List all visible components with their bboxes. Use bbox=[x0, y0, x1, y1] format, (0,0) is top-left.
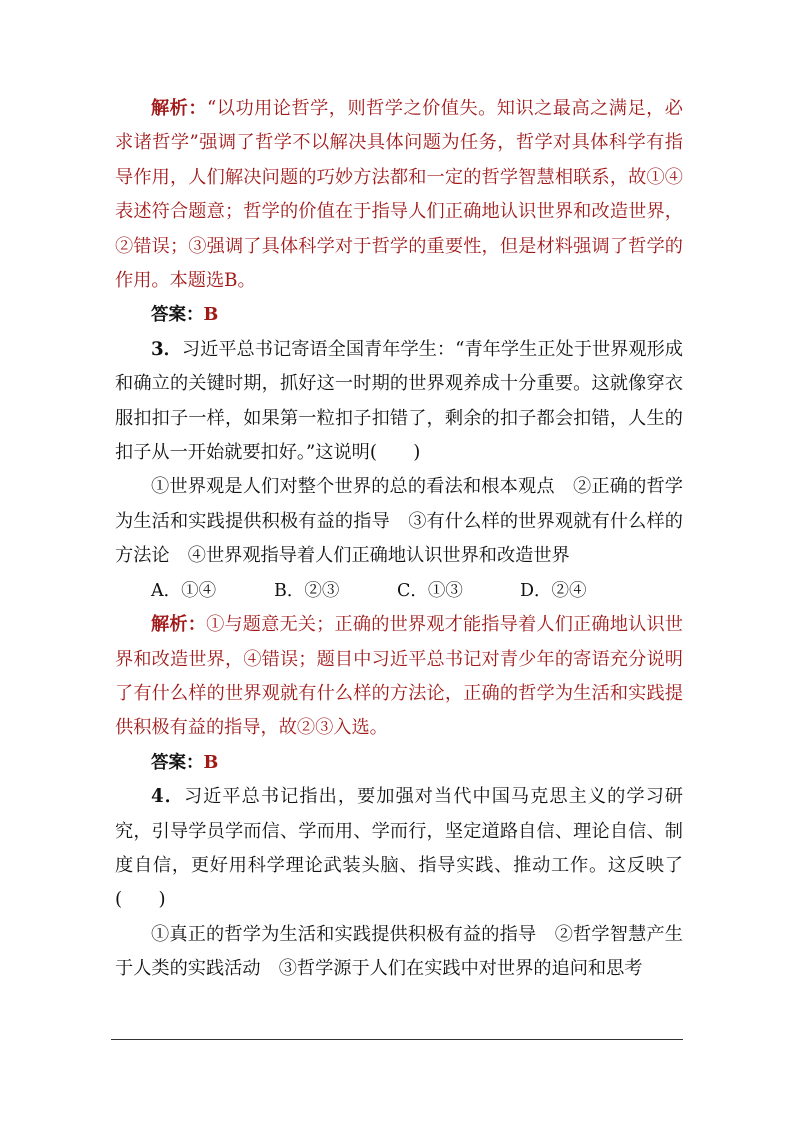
question-number: 4． bbox=[151, 786, 184, 808]
question-text: 习近平总书记指出，要加强对当代中国马克思主义的学习研究，引导学员学而信、学而用、学而行，坚定道路自信、理论自信、制度自信，更好用科学理论武装头脑、指导实践、推动工作。这反映了( ) bbox=[115, 786, 683, 911]
question-number: 3． bbox=[151, 338, 182, 360]
question-4-items: ①真正的哲学为生活和实践提供积极有益的指导 ②哲学智慧产生于人类的实践活动 ③哲学源于人们在实践中对世界的追问和思考 bbox=[115, 923, 683, 980]
question-3-stem bbox=[115, 333, 683, 471]
analysis-text: “以功用论哲学，则哲学之价值失。知识之最高之满足，必求诸哲学”强调了哲学不以解决具体问题为任务，哲学对具体科学有指导作用，人们解决问题的巧妙方法都和一定的哲学智慧相联系，故①④表述符合题意；哲学的价值在于指导人们正确地认识世界和改造世界，②错误；③强调了具体科学对于哲学的重要性，但是材料强调了哲学的作用。本题选B。 bbox=[115, 98, 683, 292]
option-b: B．②③ bbox=[274, 580, 340, 601]
analysis-label: 解析： bbox=[151, 98, 208, 119]
analysis-paragraph-1 bbox=[115, 92, 683, 298]
question-3-options bbox=[115, 574, 683, 608]
question-4-stem bbox=[115, 780, 683, 918]
analysis-text: ①与题意无关；正确的世界观才能指导着人们正确地认识世界和改造世界，④错误；题目中习近平总书记对青少年的寄语充分说明了有什么样的世界观就有什么样的方法论，正确的哲学为生活和实践提供积极有益的指导，故②③入选。 bbox=[115, 614, 683, 739]
question-text: 习近平总书记寄语全国青年学生：“青年学生正处于世界观形成和确立的关键时期，抓好这一时期的世界观养成十分重要。这就像穿衣服扣扣子一样，如果第一粒扣子扣错了，剩余的扣子都会扣错，人生的扣子从一开始就要扣好。”这说明( ) bbox=[115, 338, 683, 464]
option-c: C．①③ bbox=[397, 580, 463, 601]
option-a: A．①④ bbox=[151, 580, 217, 601]
footer-divider bbox=[111, 1039, 683, 1040]
analysis-paragraph-2 bbox=[115, 608, 683, 746]
analysis-label: 解析： bbox=[151, 614, 207, 636]
answer-label: 答案： bbox=[151, 305, 204, 326]
answer-line-2 bbox=[115, 746, 683, 780]
answer-label: 答案： bbox=[151, 752, 204, 773]
option-d: D．②④ bbox=[520, 580, 587, 601]
answer-line-1 bbox=[115, 298, 683, 332]
question-3-items: ①世界观是人们对整个世界的总的看法和根本观点 ②正确的哲学为生活和实践提供积极有益的指导 ③有什么样的世界观就有什么样的方法论 ④世界观指导着人们正确地认识世界和改造世界 bbox=[115, 476, 683, 567]
answer-value: B bbox=[203, 305, 219, 326]
answer-value: B bbox=[203, 752, 219, 773]
document-page bbox=[115, 92, 683, 987]
